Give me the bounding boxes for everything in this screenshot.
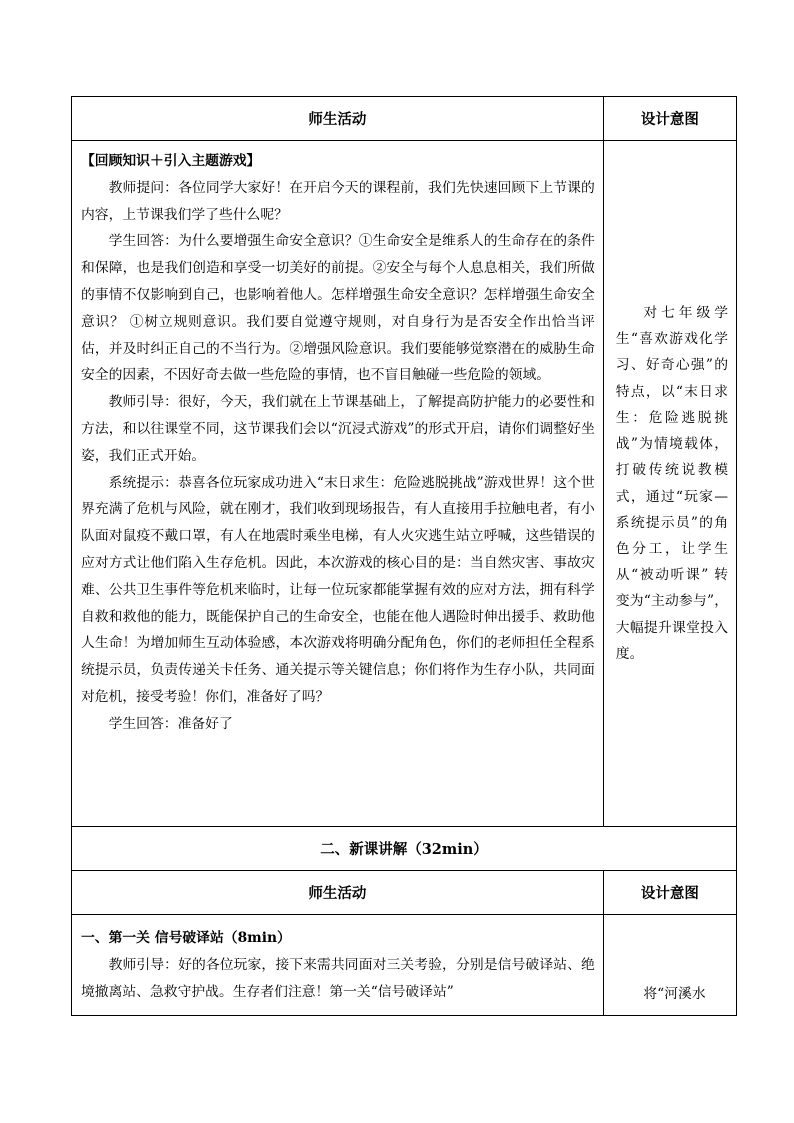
table2-content-row [72, 915, 737, 1016]
section-row [72, 827, 737, 871]
table1-content-row [72, 141, 737, 827]
level-one-heading: 一、第一关 信号破译站（8min） [81, 930, 291, 946]
system-prompt-paragraph: 系统提示：恭喜各位玩家成功进入“末日求生：危险逃脱挑战”游戏世界！这个世界充满了危机与风险，就在刚才，我们收到现场报告，有人直接用手拉触电者，有小队面对鼠疫不戴口罩，有人在地震时乘坐电梯，有人火灾逃生站立呼喊，这些错误的应对方式让他们陷入生存危机。因此，本次游戏的核心目的是：当自然灾害、事故灾难、公共卫生事件等危机来临时，让每一位玩家都能掌握有效的应对方法，拥有科学自救和救他的能力，既能保护自己的生命安全，也能在他人遇险时伸出援手、救助他人生命！为增加师生互动体验感，本次游戏将明确分配角色，你们的老师担任全程系统提示员，负责传递关卡任务、通关提示等关键信息；你们将作为生存小队，共同面对危机，接受考验！你们，准备好了吗？ [81, 474, 595, 705]
section-title: 二、新课讲解（32min） [72, 827, 737, 871]
column-header-intent: 设计意图 [603, 97, 736, 141]
column-header-activity-2: 师生活动 [72, 871, 604, 915]
review-heading: 【回顾知识＋引入主题游戏】 [81, 153, 261, 169]
column-header-intent-2: 设计意图 [603, 871, 736, 915]
teacher-question-paragraph: 教师提问：各位同学大家好！在开启今天的课程前，我们先快速回顾下上节课的内容，上节课我们学了些什么呢？ [81, 179, 595, 223]
activity-cell [72, 141, 604, 827]
table2-header-row [72, 871, 737, 915]
intent-text-2: 将“河溪水 [643, 985, 706, 1002]
column-header-activity: 师生活动 [72, 97, 604, 141]
student-answer-paragraph: 学生回答：为什么要增强生命安全意识？①生命安全是维系人的生命存在的条件和保障，也是我们创造和享受一切美好的前提。②安全与每个人息息相关，我们所做的事情不仅影响到自己，也影响着他人。怎样增强生命安全意识？怎样增强生命安全意识？ ①树立规则意识。我们要自觉遵守规则，对自身行为是否安全作出恰当评估，并及时纠正自己的不当行为。②增强风险意识。我们要能够觉察潜在的威胁生命安全的因素，不因好奇去做一些危险的事情，也不盲目触碰一些危险的领域。 [81, 233, 595, 384]
intent-text: 对七年级学生“喜欢游戏化学习、好奇心强”的特点，以“末日求生：危险逃脱挑战”为情境载体，打破传统说教模式，通过“玩家—系统提示员”的角色分工，让学生从“被动听课” 转变为“主动参与”，大幅提升课堂投入度。 [615, 305, 728, 662]
intent-cell [603, 141, 736, 827]
activity-cell-2 [72, 915, 604, 1016]
table1-header-row [72, 97, 737, 141]
level-one-guide-paragraph: 教师引导：好的各位玩家，接下来需共同面对三关考验，分别是信号破译站、绝境撤离站、急救守护战。生存者们注意！第一关“信号破译站” [81, 956, 595, 1000]
intent-cell-2 [603, 915, 736, 1016]
teacher-guide-paragraph: 教师引导：很好，今天，我们就在上节课基础上，了解提高防护能力的必要性和方法，和以往课堂不同，这节课我们会以“沉浸式游戏”的形式开启，请你们调整好坐姿，我们正式开始。 [81, 394, 595, 464]
lesson-plan-table [71, 96, 737, 1016]
student-ready-paragraph: 学生回答：准备好了 [108, 715, 233, 732]
